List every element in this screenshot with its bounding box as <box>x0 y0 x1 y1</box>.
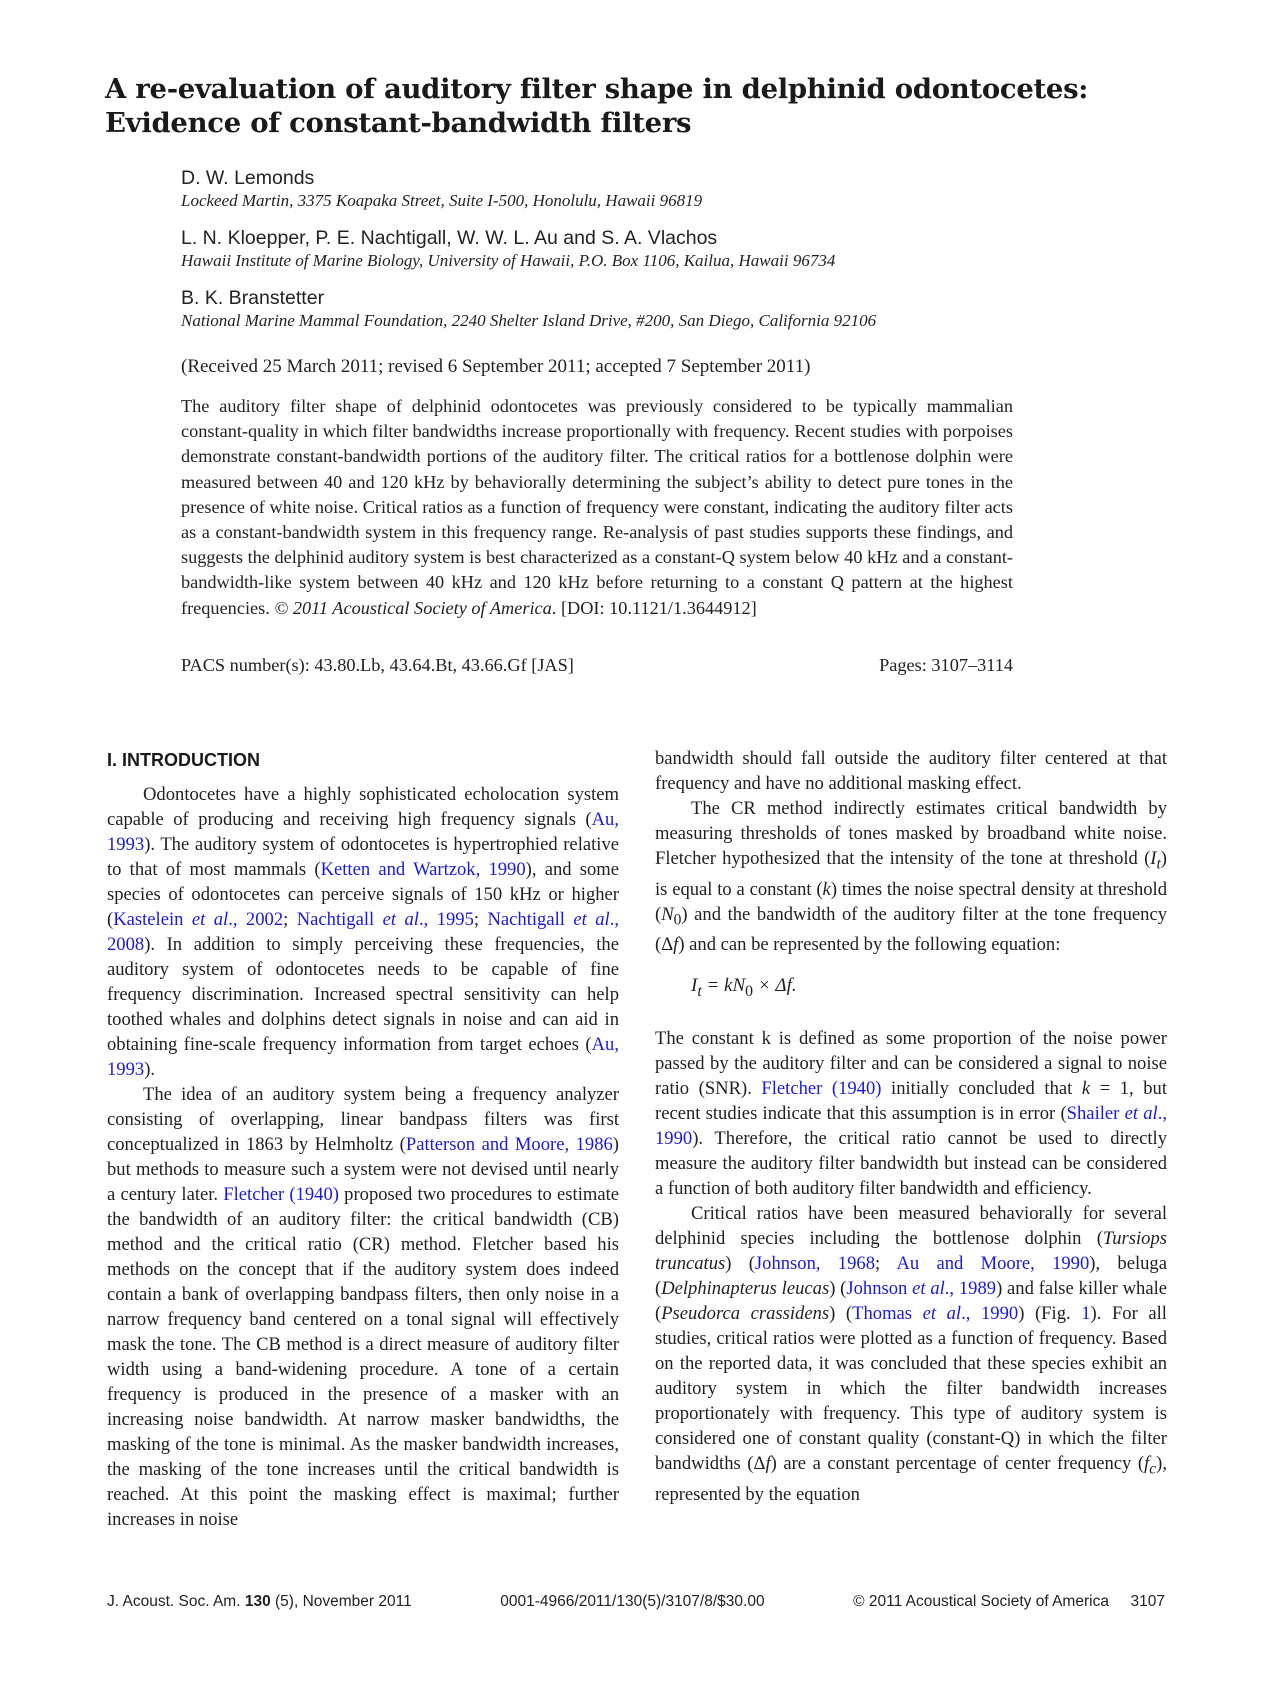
paragraph: Critical ratios have been measured behaviorally for several delphinid species including the bottlenose dolphin (Tursiops truncatus) (Johnson, 1968; Au and Moore, 1990), beluga (Delphinapterus leucas) (Johnson et al., 1989) and false killer whale (Pseudorca crassidens) (Thomas et al., 1990) (Fig. 1). For all studies, critical ratios were plotted as a function of frequency. Based on the reported data, it was concluded that these species exhibit an auditory system in which the filter bandwidth increases proportionately with frequency. This type of auditory system is considered one of constant quality (constant-Q) in which the filter bandwidths (Δf) are a constant percentage of center frequency $(f_c)$, represented by the equation <box>655 1203 1167 1505</box>
paragraph: Odontocetes have a highly sophisticated echolocation system capable of producing and receiving high frequency signals (Au, 1993). The auditory system of odontocetes is hypertrophied relative to that of most mammals (Ketten and Wartzok, 1990), and some species of odontocetes can perceive signals of 150 kHz or higher (Kastelein et al., 2002; Nachtigall et al., 1995; Nachtigall et al., 2008). In addition to simply perceiving these frequencies, the auditory system of odontocetes needs to be capable of fine frequency discrimination. Increased spectral sensitivity can help toothed whales and dolphins detect signals in noise and can aid in obtaining fine-scale frequency information from target echoes (Au, 1993). <box>107 784 620 1080</box>
author-names: B. K. Branstetter <box>181 287 325 309</box>
citation-link[interactable]: ., 1989 <box>944 1278 997 1300</box>
received-dates: (Received 25 March 2011; revised 6 September 2011; accepted 7 September 2011) <box>181 356 811 377</box>
author-affiliation: Lockeed Martin, 3375 Koapaka Street, Suite I-500, Honolulu, Hawaii 96819 <box>181 191 703 210</box>
page-footer <box>107 1593 1165 1611</box>
author-group <box>181 226 1081 272</box>
title-line-1: A re-evaluation of auditory filter shape in delphinid odontocetes: <box>105 73 1089 105</box>
citation-link[interactable]: Johnson <box>846 1278 913 1300</box>
citation-link[interactable]: Ketten and Wartzok, 1990 <box>320 859 526 880</box>
authors-block <box>181 166 1081 346</box>
pacs-numbers: PACS number(s): 43.80.Lb, 43.64.Bt, 43.66.Gf [JAS] <box>181 655 574 675</box>
citation-link[interactable]: Johnson, 1968 <box>754 1253 875 1275</box>
citation-link[interactable]: et al <box>191 909 229 930</box>
author-names: D. W. Lemonds <box>181 167 315 189</box>
citation-link[interactable]: Shailer <box>1066 1103 1125 1125</box>
article-code: 0001-4966/2011/130(5)/3107/8/$30.00 <box>500 1593 765 1610</box>
abstract-copyright: © 2011 Acoustical Society of America <box>274 597 552 618</box>
citation-link[interactable]: ., 2002 <box>228 909 284 930</box>
abstract <box>181 394 1013 621</box>
citation-link[interactable]: ., 1990 <box>655 1103 1167 1150</box>
page-range: Pages: 3107–3114 <box>879 655 1013 675</box>
paragraph: bandwidth should fall outside the auditory filter centered at that frequency and have no additional masking effect. <box>655 748 1167 794</box>
citation-link[interactable]: Kastelein <box>113 909 192 930</box>
abstract-doi: . [DOI: 10.1121/1.3644912] <box>551 597 757 618</box>
citation-link[interactable]: et al <box>382 909 419 930</box>
paper-title <box>105 72 1205 140</box>
author-affiliation: National Marine Mammal Foundation, 2240 Shelter Island Drive, #200, San Diego, California 92106 <box>181 311 877 330</box>
citation-link[interactable]: ., 1995 <box>418 909 474 930</box>
left-column <box>107 782 619 1532</box>
title-line-2: Evidence of constant-bandwidth filters <box>105 107 692 139</box>
citation-link[interactable]: 1 <box>1081 1303 1091 1325</box>
citation-link[interactable]: et al <box>1124 1103 1158 1125</box>
citation-link[interactable]: Au, 1993 <box>107 809 619 855</box>
citation-link[interactable]: Fletcher (1940) <box>761 1078 882 1100</box>
author-affiliation: Hawaii Institute of Marine Biology, University of Hawaii, P.O. Box 1106, Kailua, Hawaii 96734 <box>181 251 836 270</box>
paragraph: The constant k is defined as some proportion of the noise power passed by the auditory filter and can be considered a signal to noise ratio (SNR). Fletcher (1940) initially concluded that k = 1, but recent studies indicate that this assumption is in error (Shailer et al., 1990). Therefore, the critical ratio cannot be used to directly measure the auditory filter bandwidth but instead can be considered a function of both auditory filter bandwidth and efficiency. <box>655 1028 1168 1200</box>
author-group <box>181 166 1081 212</box>
citation-link[interactable]: et al <box>912 1278 945 1300</box>
citation-link[interactable]: Au, 1993 <box>107 1034 619 1080</box>
citation-link[interactable]: et al <box>922 1303 962 1325</box>
paragraph: The idea of an auditory system being a frequency analyzer consisting of overlapping, linear bandpass filters was first conceptualized in 1863 by Helmholtz (Patterson and Moore, 1986) but methods to measure such a system were not devised until nearly a century later. Fletcher (1940) proposed two procedures to estimate the bandwidth of an auditory filter: the critical bandwidth (CB) method and the critical ratio (CR) method. Fletcher based his methods on the concept that if the auditory system does indeed contain a bank of overlapping bandpass filters, then only noise in a narrow frequency band centered on a tonal signal will effectively mask the tone. The CB method is a direct measure of auditory filter width using a band-widening procedure. A tone of a certain frequency is produced in the presence of a masker with an increasing noise bandwidth. At narrow masker bandwidths, the masking of the tone is minimal. As the masker bandwidth increases, the masking of the tone increases until the critical bandwidth is reached. At this point the masking effect is maximal; further increases in noise <box>107 1084 620 1530</box>
citation-link[interactable]: et al <box>573 909 610 930</box>
citation-link[interactable]: Fletcher (1940) <box>223 1184 339 1205</box>
abstract-text: The auditory filter shape of delphinid odontocetes was previously considered to be typically mammalian constant-quality in which filter bandwidths increase proportionally with frequency. Recent studies with porpoises demonstrate constant-bandwidth portions of the auditory filter. The critical ratios for a bottlenose dolphin were measured between 40 and 120 kHz by behaviorally determining the subject’s ability to detect pure tones in the presence of white noise. Critical ratios as a function of frequency were constant, indicating the auditory filter acts as a constant-bandwidth system in this frequency range. Re-analysis of past studies supports these findings, and suggests the delphinid auditory system is best characterized as a constant-Q system below 40 kHz and a constant-bandwidth-like system between 40 kHz and 120 kHz before returning to a constant Q pattern at the highest frequencies. <box>181 396 1013 618</box>
equation-critical-ratio: $I_t = kN_0 \times \Delta f$. <box>691 975 797 1001</box>
right-column <box>655 746 1167 1507</box>
citation-link[interactable]: ., 1990 <box>961 1303 1019 1325</box>
pacs-row <box>181 655 1013 676</box>
citation-link[interactable]: Thomas <box>852 1303 923 1325</box>
paragraph: The CR method indirectly estimates critical bandwidth by measuring thresholds of tones masked by broadband white noise. Fletcher hypothesized that the intensity of the tone at threshold $(I_t)$ is equal to a constant (k) times the noise spectral density at threshold $(N_0)$ and the bandwidth of the auditory filter at the tone frequency (Δf) and can be represented by the following equation: <box>655 798 1168 956</box>
section-heading-introduction: I. INTRODUCTION <box>107 750 260 770</box>
citation-link[interactable]: Nachtigall <box>296 909 383 930</box>
page-number: 3107 <box>1130 1593 1165 1610</box>
author-names: L. N. Kloepper, P. E. Nachtigall, W. W. L. Au and S. A. Vlachos <box>181 227 718 249</box>
citation-link[interactable]: ., 2008 <box>107 909 620 955</box>
journal-citation: J. Acoust. Soc. Am. 130 (5), November 2011 <box>107 1593 412 1610</box>
citation-link[interactable]: Au and Moore, 1990 <box>896 1253 1090 1275</box>
citation-link[interactable]: Nachtigall <box>487 909 574 930</box>
author-group <box>181 286 1081 332</box>
citation-link[interactable]: Patterson and Moore, 1986 <box>405 1134 613 1155</box>
footer-copyright: © 2011 Acoustical Society of America 3107 <box>853 1593 1165 1610</box>
